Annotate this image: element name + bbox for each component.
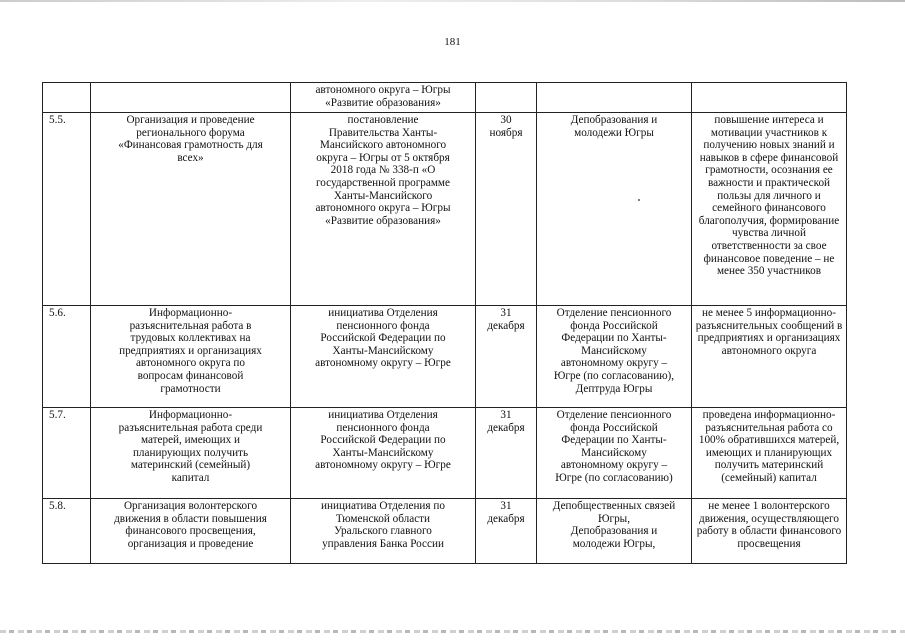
event-cell: Информационно- разъяснительная работа в трудовых коллективах на предприятиях и организациях автономного округа по вопросам финансовой грамотности [91, 306, 291, 408]
basis-cell: автономного округа – Югры «Развитие образования» [291, 83, 476, 113]
date-cell [476, 83, 537, 113]
event-cell [91, 83, 291, 113]
row-number: 5.8. [43, 499, 91, 564]
responsible-cell [537, 83, 692, 113]
measures-table [42, 82, 847, 564]
result-cell: не менее 5 информационно- разъяснительных сообщений в предприятиях и организациях автономного округа [692, 306, 847, 408]
date-cell: 30 ноября [476, 113, 537, 306]
scan-speck [638, 199, 640, 201]
table-row [43, 306, 847, 408]
table-row [43, 83, 847, 113]
result-cell [692, 83, 847, 113]
row-number: 5.7. [43, 408, 91, 499]
responsible-cell: Отделение пенсионного фонда Российской Федерации по Ханты- Мансийскому автономному округу – Югре (по согласованию), Дептруда Югры [537, 306, 692, 408]
basis-cell: постановление Правительства Ханты- Мансийского автономного округа – Югры от 5 октября 2018 года № 338-п «О государственной программе Ханты-Мансийского автономного округа – Югры «Развитие образования» [291, 113, 476, 306]
result-cell: не менее 1 волонтерского движения, осуществляющего работу в области финансового просвещения [692, 499, 847, 564]
scan-top-edge [0, 0, 905, 2]
row-number: 5.5. [43, 113, 91, 306]
table-row [43, 499, 847, 564]
responsible-cell: Депобразования и молодежи Югры [537, 113, 692, 306]
table-row [43, 113, 847, 306]
date-cell: 31 декабря [476, 306, 537, 408]
basis-cell: инициатива Отделения по Тюменской области Уральского главного управления Банка России [291, 499, 476, 564]
result-cell: проведена информационно- разъяснительная работа со 100% обратившихся матерей, имеющих и планирующих получить материнский (семейный) капитал [692, 408, 847, 499]
date-cell: 31 декабря [476, 499, 537, 564]
row-number: 5.6. [43, 306, 91, 408]
event-cell: Информационно- разъяснительная работа среди матерей, имеющих и планирующих получить материнский (семейный) капитал [91, 408, 291, 499]
event-cell: Организация волонтерского движения в области повышения финансового просвещения, организация и проведение [91, 499, 291, 564]
event-cell: Организация и проведение регионального форума «Финансовая грамотность для всех» [91, 113, 291, 306]
result-cell: повышение интереса и мотивации участников к получению новых знаний и навыков в сфере финансовой грамотности, осознания ее важности и практической пользы для личного и семейного финансового благополучия, формирование чувства личной ответственности за свое финансовое поведение – не менее 350 участников [692, 113, 847, 306]
responsible-cell: Депобщественных связей Югры, Депобразования и молодежи Югры, [537, 499, 692, 564]
scan-bottom-edge [0, 630, 905, 633]
page-number: 181 [444, 36, 461, 48]
row-number [43, 83, 91, 113]
responsible-cell: Отделение пенсионного фонда Российской Федерации по Ханты- Мансийскому автономному округу – Югре (по согласованию) [537, 408, 692, 499]
basis-cell: инициатива Отделения пенсионного фонда Российской Федерации по Ханты-Мансийскому автономному округу – Югре [291, 306, 476, 408]
basis-cell: инициатива Отделения пенсионного фонда Российской Федерации по Ханты-Мансийскому автономному округу – Югре [291, 408, 476, 499]
date-cell: 31 декабря [476, 408, 537, 499]
table-row [43, 408, 847, 499]
